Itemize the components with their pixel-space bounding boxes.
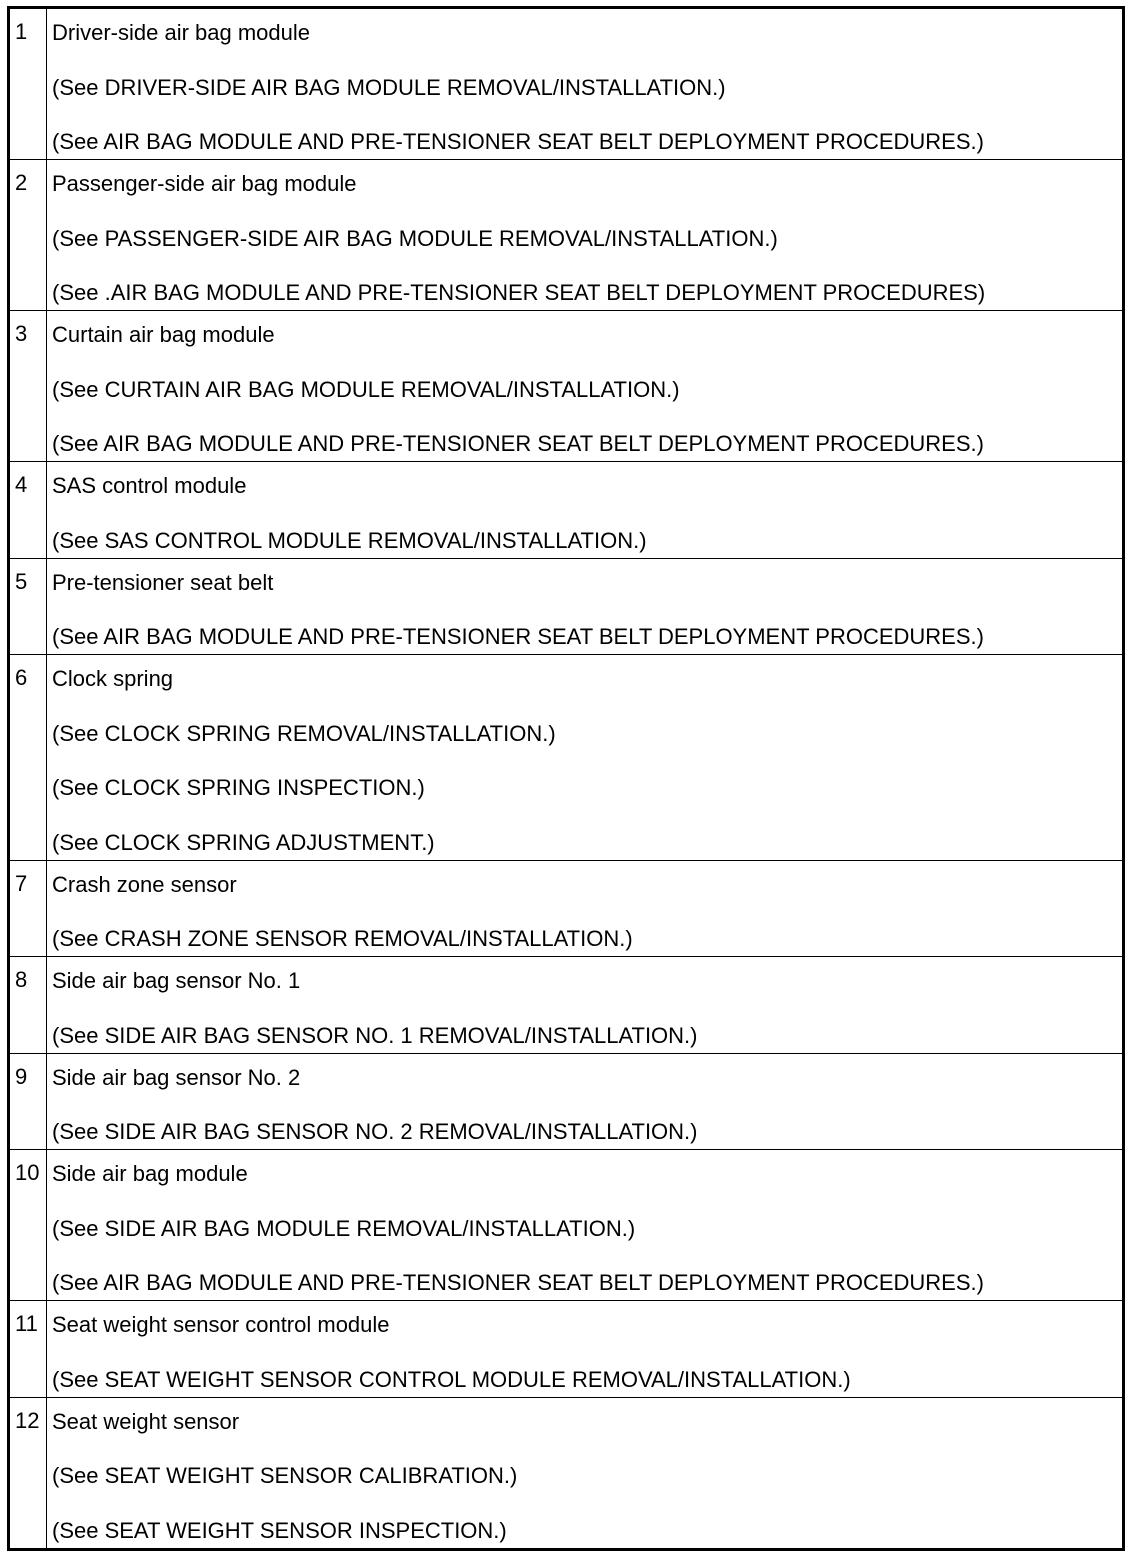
reference-link[interactable]: (See SEAT WEIGHT SENSOR CONTROL MODULE REMOVAL/INSTALLATION.) (52, 1366, 851, 1392)
row-number: 1 (9, 8, 47, 160)
reference-link[interactable]: (See PASSENGER-SIDE AIR BAG MODULE REMOVAL/INSTALLATION.) (52, 225, 778, 251)
reference-link[interactable]: (See .AIR BAG MODULE AND PRE-TENSIONER SEAT BELT DEPLOYMENT PROCEDURES) (52, 280, 986, 305)
row-number: 5 (9, 558, 47, 655)
reference-link[interactable]: (See AIR BAG MODULE AND PRE-TENSIONER SEAT BELT DEPLOYMENT PROCEDURES.) (52, 129, 984, 154)
row-content (47, 860, 1124, 957)
reference-link[interactable]: (See SIDE AIR BAG SENSOR NO. 2 REMOVAL/INSTALLATION.) (52, 1119, 698, 1144)
reference-link[interactable]: (See SEAT WEIGHT SENSOR INSPECTION.) (52, 1517, 507, 1543)
reference-link[interactable]: (See AIR BAG MODULE AND PRE-TENSIONER SEAT BELT DEPLOYMENT PROCEDURES.) (52, 431, 984, 456)
row-content (47, 1397, 1124, 1549)
table-row (9, 1053, 1124, 1150)
row-number: 10 (9, 1150, 47, 1301)
table-body (9, 8, 1124, 1550)
reference-link[interactable]: (See SIDE AIR BAG MODULE REMOVAL/INSTALLATION.) (52, 1215, 636, 1241)
row-number: 12 (9, 1397, 47, 1549)
component-name: Clock spring (52, 666, 174, 691)
table-row (9, 860, 1124, 957)
component-name: Side air bag module (52, 1161, 248, 1186)
row-content (47, 1301, 1124, 1398)
table-row (9, 311, 1124, 462)
reference-link[interactable]: (See CLOCK SPRING REMOVAL/INSTALLATION.) (52, 720, 556, 746)
table-row (9, 160, 1124, 311)
table-row (9, 1150, 1124, 1301)
reference-link[interactable]: (See CURTAIN AIR BAG MODULE REMOVAL/INSTALLATION.) (52, 376, 680, 402)
component-name: Passenger-side air bag module (52, 171, 357, 196)
component-reference-table (7, 6, 1125, 1551)
reference-link[interactable]: (See SEAT WEIGHT SENSOR CALIBRATION.) (52, 1463, 518, 1488)
row-content (47, 558, 1124, 655)
component-name: Curtain air bag module (52, 322, 275, 347)
row-number: 11 (9, 1301, 47, 1398)
row-content (47, 1150, 1124, 1301)
table-row (9, 1301, 1124, 1398)
row-number: 2 (9, 160, 47, 311)
reference-link[interactable]: (See SIDE AIR BAG SENSOR NO. 1 REMOVAL/INSTALLATION.) (52, 1022, 698, 1048)
row-content (47, 311, 1124, 462)
row-number: 3 (9, 311, 47, 462)
row-content (47, 8, 1124, 160)
row-content (47, 655, 1124, 861)
reference-link[interactable]: (See AIR BAG MODULE AND PRE-TENSIONER SEAT BELT DEPLOYMENT PROCEDURES.) (52, 1270, 984, 1295)
table-row (9, 1397, 1124, 1549)
reference-link[interactable]: (See CLOCK SPRING ADJUSTMENT.) (52, 829, 435, 855)
table-row (9, 957, 1124, 1054)
component-name: Seat weight sensor (52, 1408, 240, 1434)
row-content (47, 957, 1124, 1054)
component-name: Seat weight sensor control module (52, 1312, 390, 1337)
row-number: 6 (9, 655, 47, 861)
component-name: Pre-tensioner seat belt (52, 569, 274, 595)
row-content (47, 462, 1124, 559)
component-name: Side air bag sensor No. 2 (52, 1064, 301, 1090)
reference-link[interactable]: (See DRIVER-SIDE AIR BAG MODULE REMOVAL/INSTALLATION.) (52, 74, 726, 100)
component-name: Crash zone sensor (52, 871, 237, 897)
reference-link[interactable]: (See CRASH ZONE SENSOR REMOVAL/INSTALLATION.) (52, 926, 633, 951)
row-number: 8 (9, 957, 47, 1054)
component-name: SAS control module (52, 473, 247, 498)
component-name: Side air bag sensor No. 1 (52, 968, 301, 993)
row-content (47, 1053, 1124, 1150)
table-row (9, 655, 1124, 861)
table-row (9, 558, 1124, 655)
component-name: Driver-side air bag module (52, 20, 310, 45)
table-row (9, 462, 1124, 559)
row-number: 9 (9, 1053, 47, 1150)
reference-link[interactable]: (See SAS CONTROL MODULE REMOVAL/INSTALLATION.) (52, 527, 647, 553)
reference-link[interactable]: (See CLOCK SPRING INSPECTION.) (52, 775, 425, 800)
row-number: 7 (9, 860, 47, 957)
row-number: 4 (9, 462, 47, 559)
reference-link[interactable]: (See AIR BAG MODULE AND PRE-TENSIONER SEAT BELT DEPLOYMENT PROCEDURES.) (52, 624, 984, 649)
row-content (47, 160, 1124, 311)
table-row (9, 8, 1124, 160)
